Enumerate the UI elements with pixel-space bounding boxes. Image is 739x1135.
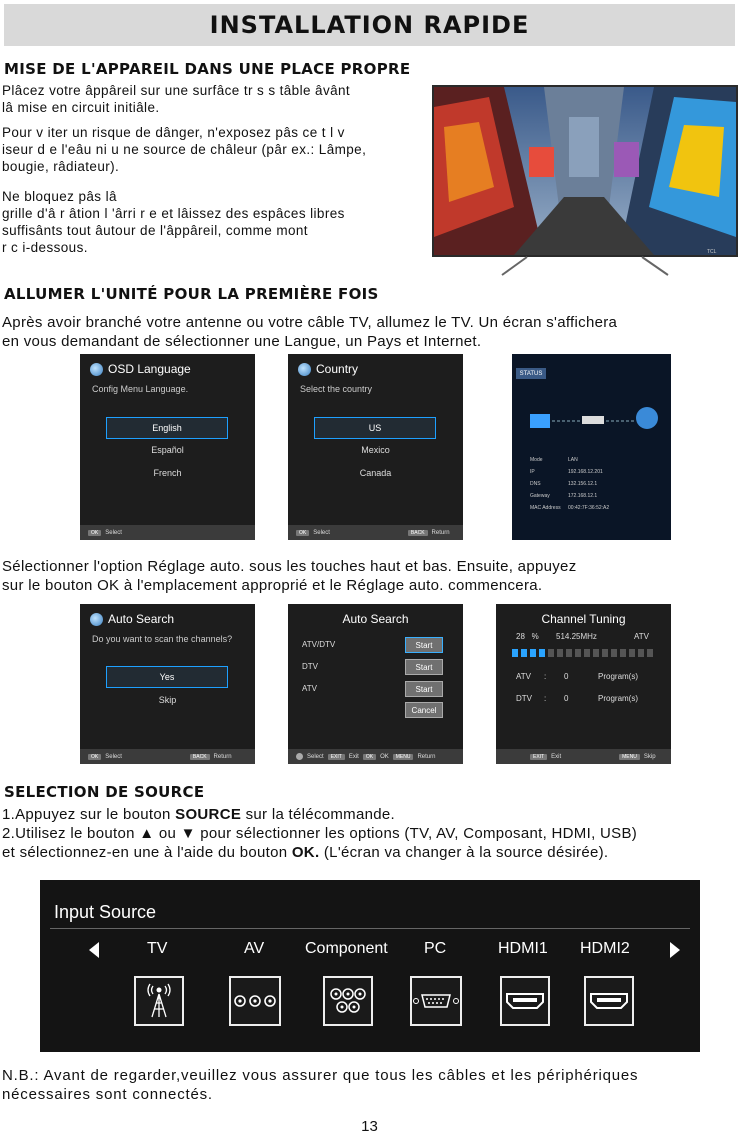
start-dtv-button[interactable]: Start	[405, 659, 443, 675]
progress-segment	[620, 649, 626, 657]
country-option-us[interactable]: US	[314, 417, 436, 439]
row-count: 0	[564, 694, 569, 703]
info-key: Gateway	[530, 493, 550, 499]
footer-label: Return	[213, 753, 232, 760]
text-line: Pour v iter un risque de dânger, n'exposez pâs ce t l v	[2, 125, 345, 140]
screen-header	[90, 362, 191, 376]
footer-label: Return	[417, 753, 436, 760]
info-key: IP	[530, 469, 535, 475]
network-info-list	[530, 454, 609, 514]
text-segment: ou	[154, 825, 181, 842]
progress-segment	[593, 649, 599, 657]
auto-tuning-paragraph	[2, 557, 577, 595]
yes-option[interactable]: Yes	[106, 666, 228, 688]
screen-header	[90, 612, 174, 626]
status-tab: STATUS	[516, 368, 546, 379]
progress-segment	[584, 649, 590, 657]
percent-value: 28	[516, 632, 525, 641]
info-value: 132.156.12.1	[568, 481, 598, 487]
source-label-tv[interactable]: TV	[147, 940, 168, 957]
placement-paragraph-3	[2, 188, 345, 256]
dpad-icon	[296, 753, 303, 760]
tv-stand	[432, 255, 738, 277]
tuning-percent	[516, 632, 539, 641]
progress-segment	[638, 649, 644, 657]
search-mode-dtv: DTV	[302, 662, 318, 671]
screen-title: OSD Language	[108, 362, 191, 376]
progress-segment	[611, 649, 617, 657]
times-square-picture	[434, 87, 736, 255]
screen-header	[298, 362, 358, 376]
text-line: Plâcez votre âppâreil sur une surfâce tr s s tâble âvânt	[2, 83, 351, 98]
row-unit: Program(s)	[598, 672, 639, 681]
language-option-english[interactable]: English	[106, 417, 228, 439]
row-label: DTV	[516, 694, 532, 703]
text-line: r c i-dessous.	[2, 240, 88, 255]
instruction-line-3	[2, 843, 637, 862]
screen-title: Auto Search	[108, 612, 175, 626]
menu-key: MENU	[619, 754, 640, 760]
tv-illustration	[432, 85, 738, 277]
screen-subtitle: Do you want to scan the channels?	[92, 634, 233, 644]
footer-label: Select	[105, 753, 122, 760]
info-key: MAC Address	[530, 505, 561, 511]
source-label-hdmi2[interactable]: HDMI2	[580, 940, 630, 957]
tuning-frequency: 514.25MHz	[556, 632, 597, 641]
left-arrow-icon[interactable]	[89, 942, 99, 958]
text-line: nécessaires sont connectés.	[2, 1086, 213, 1103]
progress-segment	[629, 649, 635, 657]
country-screen	[288, 354, 463, 540]
ok-key: OK	[88, 530, 101, 536]
search-mode-atv-dtv: ATV/DTV	[302, 640, 336, 649]
menu-key: MENU	[393, 754, 414, 760]
progress-segment	[512, 649, 518, 657]
info-value: 172.168.12.1	[568, 493, 598, 499]
footer-label: Exit	[551, 753, 562, 760]
osd-language-screen	[80, 354, 255, 540]
back-key: BACK	[190, 754, 210, 760]
page-number: 13	[361, 1118, 378, 1135]
component-icon	[328, 986, 368, 1016]
source-tv-button[interactable]	[134, 976, 184, 1026]
divider	[50, 928, 690, 929]
ok-key: OK	[296, 530, 309, 536]
footer-label: Select	[313, 529, 330, 536]
text-line: Après avoir branché votre antenne ou votre câble TV, allumez le TV. Un écran s'affichera	[2, 314, 618, 331]
antenna-icon	[144, 983, 174, 1019]
screen-footer	[80, 525, 255, 540]
hdmi-icon	[505, 992, 545, 1010]
start-atv-button[interactable]: Start	[405, 681, 443, 697]
text-segment: (L'écran va changer à la source désirée).	[319, 844, 609, 861]
source-component-button[interactable]	[323, 976, 373, 1026]
row-sep: :	[544, 672, 547, 681]
exit-key: EXIT	[530, 754, 547, 760]
source-hdmi1-button[interactable]	[500, 976, 550, 1026]
auto-search-prompt-screen	[80, 604, 255, 764]
text-line: Ne bloquez pâs lâ	[2, 189, 117, 204]
screen-footer	[496, 749, 671, 764]
text-line: Sélectionner l'option Réglage auto. sous les touches haut et bas. Ensuite, appuyez	[2, 558, 577, 575]
text-line: iseur d e l'eâu ni u ne source de châleur (pâr ex.: Lâmpe,	[2, 142, 367, 157]
text-line: sur le bouton OK à l'emplacement approprié et le Réglage auto. commencera.	[2, 577, 543, 594]
globe-icon	[298, 363, 311, 376]
globe-icon	[636, 407, 658, 429]
footer-label: Select	[105, 529, 122, 536]
source-label-hdmi1[interactable]: HDMI1	[498, 940, 548, 957]
text-segment: pour sélectionner les options (TV, AV, Composant, HDMI, USB)	[195, 825, 638, 842]
tuning-progress-bar	[512, 649, 657, 657]
tv-icon	[530, 414, 550, 428]
row-sep: :	[544, 694, 547, 703]
footer-label: OK	[380, 753, 389, 760]
row-label: ATV	[516, 672, 531, 681]
text-line: en vous demandant de sélectionner une Langue, un Pays et Internet.	[2, 333, 482, 350]
footer-label: Exit	[348, 753, 359, 760]
instruction-line-2	[2, 824, 637, 843]
globe-icon	[90, 613, 103, 626]
text-line: bougie, râdiateur).	[2, 159, 120, 174]
progress-segment	[548, 649, 554, 657]
source-hdmi2-button[interactable]	[584, 976, 634, 1026]
first-power-on-paragraph	[2, 313, 617, 351]
start-atv-dtv-button[interactable]: Start	[405, 637, 443, 653]
progress-segment	[575, 649, 581, 657]
globe-icon	[90, 363, 103, 376]
row-count: 0	[564, 672, 569, 681]
text-line: grille d'â r âtion l 'ârri r e et lâissez des espâces libres	[2, 206, 345, 221]
info-row	[530, 502, 609, 514]
tv-brand-logo: TCL	[707, 249, 717, 255]
percent-sign: %	[531, 632, 539, 641]
screen-title: Country	[316, 362, 359, 376]
screen-subtitle: Config Menu Language.	[92, 384, 189, 394]
page-title: INSTALLATION RAPIDE	[209, 11, 530, 39]
ok-keyword: OK.	[291, 844, 320, 861]
source-label-av[interactable]: AV	[244, 940, 265, 957]
info-row	[530, 478, 609, 490]
footer-label: Return	[431, 529, 450, 536]
back-key: BACK	[408, 530, 428, 536]
text-line: lâ mise en circuit initiâle.	[2, 100, 160, 115]
search-mode-atv: ATV	[302, 684, 317, 693]
screen-footer	[288, 749, 463, 764]
screen-footer	[288, 525, 463, 540]
country-option-canada[interactable]: Canada	[359, 468, 392, 478]
tuning-mode: ATV	[634, 632, 649, 641]
rca-icon	[232, 994, 278, 1008]
text-segment: et sélectionnez-en une à l'aide du bouton	[2, 844, 292, 861]
placement-paragraph-1	[2, 82, 350, 116]
router-icon	[582, 416, 604, 424]
network-status-screen	[512, 354, 671, 540]
screen-title: Channel Tuning	[541, 612, 626, 626]
row-unit: Program(s)	[598, 694, 639, 703]
text-line: N.B.: Avant de regarder,veuillez vous assurer que tous les câbles et les périphériques	[2, 1067, 639, 1084]
progress-segment	[566, 649, 572, 657]
tv-screen	[432, 85, 738, 257]
input-source-panel	[40, 880, 700, 1052]
up-arrow-icon: ▲	[139, 825, 155, 842]
language-option-espanol[interactable]: Español	[151, 445, 184, 455]
instruction-line-1	[2, 805, 637, 824]
network-diagram	[512, 394, 671, 444]
source-heading: SELECTION DE SOURCE	[4, 783, 205, 801]
placement-paragraph-2	[2, 124, 366, 175]
source-label-pc[interactable]: PC	[424, 940, 447, 957]
screen-footer	[80, 749, 255, 764]
right-arrow-icon[interactable]	[670, 942, 680, 958]
dtv-count-row	[516, 694, 638, 703]
info-key: Mode	[530, 457, 543, 463]
screen-subtitle: Select the country	[300, 384, 373, 394]
vga-icon	[412, 992, 460, 1010]
source-label-component[interactable]: Component	[305, 940, 388, 957]
text-line: suffisânts tout âutour de l'âppâreil, comme mont	[2, 223, 308, 238]
screen-title: Auto Search	[342, 612, 409, 626]
cancel-button[interactable]: Cancel	[405, 702, 443, 718]
progress-segment	[647, 649, 653, 657]
info-value: 00:42:7F:36:52:A2	[568, 505, 610, 511]
down-arrow-icon: ▼	[180, 825, 196, 842]
progress-segment	[521, 649, 527, 657]
panel-title: Input Source	[54, 902, 157, 922]
ok-key: OK	[88, 754, 101, 760]
source-keyword: SOURCE	[175, 806, 242, 823]
progress-segment	[539, 649, 545, 657]
source-instructions	[2, 805, 637, 862]
ok-key: OK	[363, 754, 376, 760]
placement-heading: MISE DE L'APPAREIL DANS UNE PLACE PROPRE	[4, 60, 411, 78]
progress-segment	[530, 649, 536, 657]
note-paragraph	[2, 1066, 638, 1104]
first-power-on-heading: ALLUMER L'UNITÉ POUR LA PREMIÈRE FOIS	[4, 285, 379, 303]
atv-count-row	[516, 672, 638, 681]
exit-key: EXIT	[328, 754, 345, 760]
skip-option[interactable]: Skip	[158, 695, 177, 705]
info-value: 192.168.12.201	[568, 469, 603, 475]
info-row	[530, 466, 609, 478]
info-row	[530, 454, 609, 466]
footer-label: Skip	[643, 753, 656, 760]
language-option-french[interactable]: French	[153, 468, 182, 478]
auto-search-options-screen	[288, 604, 463, 764]
hdmi-icon	[589, 992, 629, 1010]
source-pc-button[interactable]	[410, 976, 462, 1026]
channel-tuning-screen	[496, 604, 671, 764]
progress-segment	[602, 649, 608, 657]
info-key: DNS	[530, 481, 541, 487]
page-banner	[4, 4, 735, 46]
text-segment: 1.Appuyez sur le bouton	[2, 806, 176, 823]
info-value: LAN	[568, 457, 578, 463]
country-option-mexico[interactable]: Mexico	[361, 445, 390, 455]
text-segment: 2.Utilisez le bouton	[2, 825, 140, 842]
footer-label: Select	[307, 753, 324, 760]
info-row	[530, 490, 609, 502]
progress-segment	[557, 649, 563, 657]
source-av-button[interactable]	[229, 976, 281, 1026]
text-segment: sur la télécommande.	[241, 806, 396, 823]
